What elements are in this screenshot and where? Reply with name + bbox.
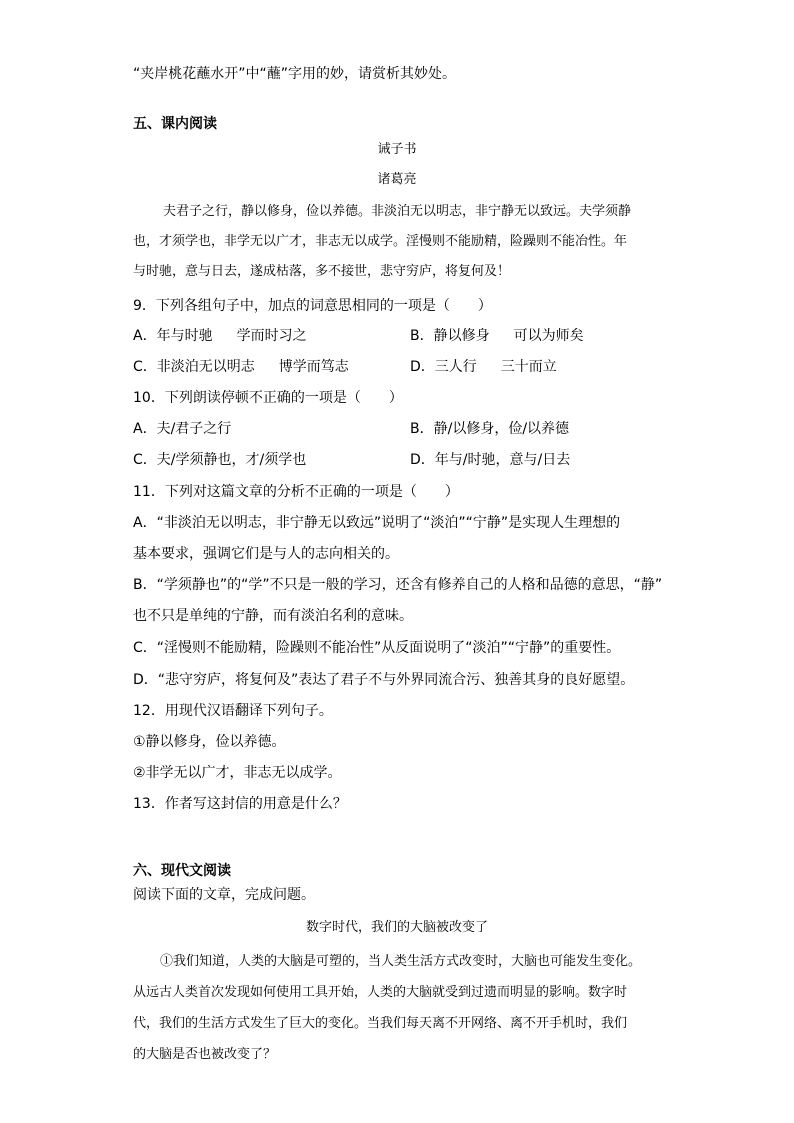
q11-option-b-line2: 也不只是单纯的宁静，而有淡泊名利的意味。 <box>133 608 413 624</box>
q10-stem: 10．下列朗读停顿不正确的一项是（ ） <box>133 390 403 406</box>
section-5-heading: 五、课内阅读 <box>133 116 217 132</box>
q12-item-2: ②非学无以广才，非志无以成学。 <box>133 765 342 781</box>
q11-option-a-line2: 基本要求，强调它们是与人的志向相关的。 <box>133 546 399 562</box>
article-paragraph-line-3: 代，我们的生活方式发生了巨大的变化。当我们每天离不开网络、离不开手机时，我们 <box>133 1016 628 1031</box>
q10-option-b: B．静/以修身，俭/以养德 <box>410 421 570 437</box>
article-paragraph-line-4: 的大脑是否也被改变了？ <box>133 1047 277 1062</box>
q9-option-d-part2: 三十而立 <box>500 359 557 375</box>
section-6-heading: 六、现代文阅读 <box>133 863 231 879</box>
passage-line-1: 夫君子之行，静以修身，俭以养德。非淡泊无以明志，非宁静无以致远。夫学须静 <box>163 204 632 219</box>
q9-option-a-part1: A．年与时驰 <box>133 328 213 344</box>
section-6-instruction: 阅读下面的文章，完成问题。 <box>133 887 315 903</box>
q9-option-c-part2: 博学而笃志 <box>278 359 349 375</box>
q11-option-d: D．“悲守穷庐，将复何及”表达了君子不与外界同流合污、独善其身的良好愿望。 <box>133 672 635 688</box>
q9-option-a <box>133 326 307 346</box>
q13-stem: 13．作者写这封信的用意是什么？ <box>133 796 347 812</box>
q9-option-d <box>410 357 557 377</box>
article-title: 数字时代，我们的大脑被改变了 <box>305 920 488 935</box>
q10-option-a: A．夫/君子之行 <box>133 421 232 437</box>
q9-option-a-part2: 学而时习之 <box>236 328 307 344</box>
q9-option-c <box>133 357 349 377</box>
q12-item-1: ①静以修身，俭以养德。 <box>133 734 286 750</box>
passage-line-3: 与时驰，意与日去，遂成枯落，多不接世，悲守穷庐，将复何及！ <box>133 264 511 279</box>
poem-author: 诸葛亮 <box>377 172 417 187</box>
q9-option-d-part1: D．三人行 <box>410 359 477 375</box>
q9-option-c-part1: C．非淡泊无以明志 <box>133 359 255 375</box>
q11-option-c: C．“淫慢则不能励精，险躁则不能冶性”从反面说明了“淡泊”“宁静”的重要性。 <box>133 640 621 656</box>
q11-option-b-line1: B．“学须静也”的“学”不只是一般的学习，还含有修养自己的人格和品德的意思，“静” <box>133 577 663 593</box>
q10-option-c: C．夫/学须静也，才/须学也 <box>133 452 307 468</box>
top-question: “夹岸桃花蘸水开”中“蘸”字用的妙，请赏析其妙处。 <box>133 66 457 82</box>
article-paragraph-line-2: 从远古人类首次发现如何使用工具开始，人类的大脑就受到过遗而明显的影响。数字时 <box>133 985 628 1000</box>
passage-line-2: 也，才须学也，非学无以广才，非志无以成学。淫慢则不能励精，险躁则不能冶性。年 <box>133 234 628 249</box>
q11-stem: 11．下列对这篇文章的分析不正确的一项是（ ） <box>133 484 459 500</box>
q9-option-b-part2: 可以为师矣 <box>513 328 584 344</box>
q9-option-b-part1: B．静以修身 <box>410 328 490 344</box>
q12-stem: 12．用现代汉语翻译下列句子。 <box>133 703 333 719</box>
q9-stem: 9．下列各组句子中，加点的词意思相同的一项是（ ） <box>133 298 492 314</box>
poem-title: 诫子书 <box>377 142 417 157</box>
q11-option-a-line1: A．“非淡泊无以明志，非宁静无以致远”说明了“淡泊”“宁静”是实现人生理想的 <box>133 515 621 531</box>
article-paragraph-line-1: ①我们知道，人类的大脑是可塑的，当人类生活方式改变时，大脑也可能发生变化。 <box>160 954 642 969</box>
q10-option-d: D．年与/时驰，意与/日去 <box>410 452 571 468</box>
q9-option-b <box>410 326 584 346</box>
